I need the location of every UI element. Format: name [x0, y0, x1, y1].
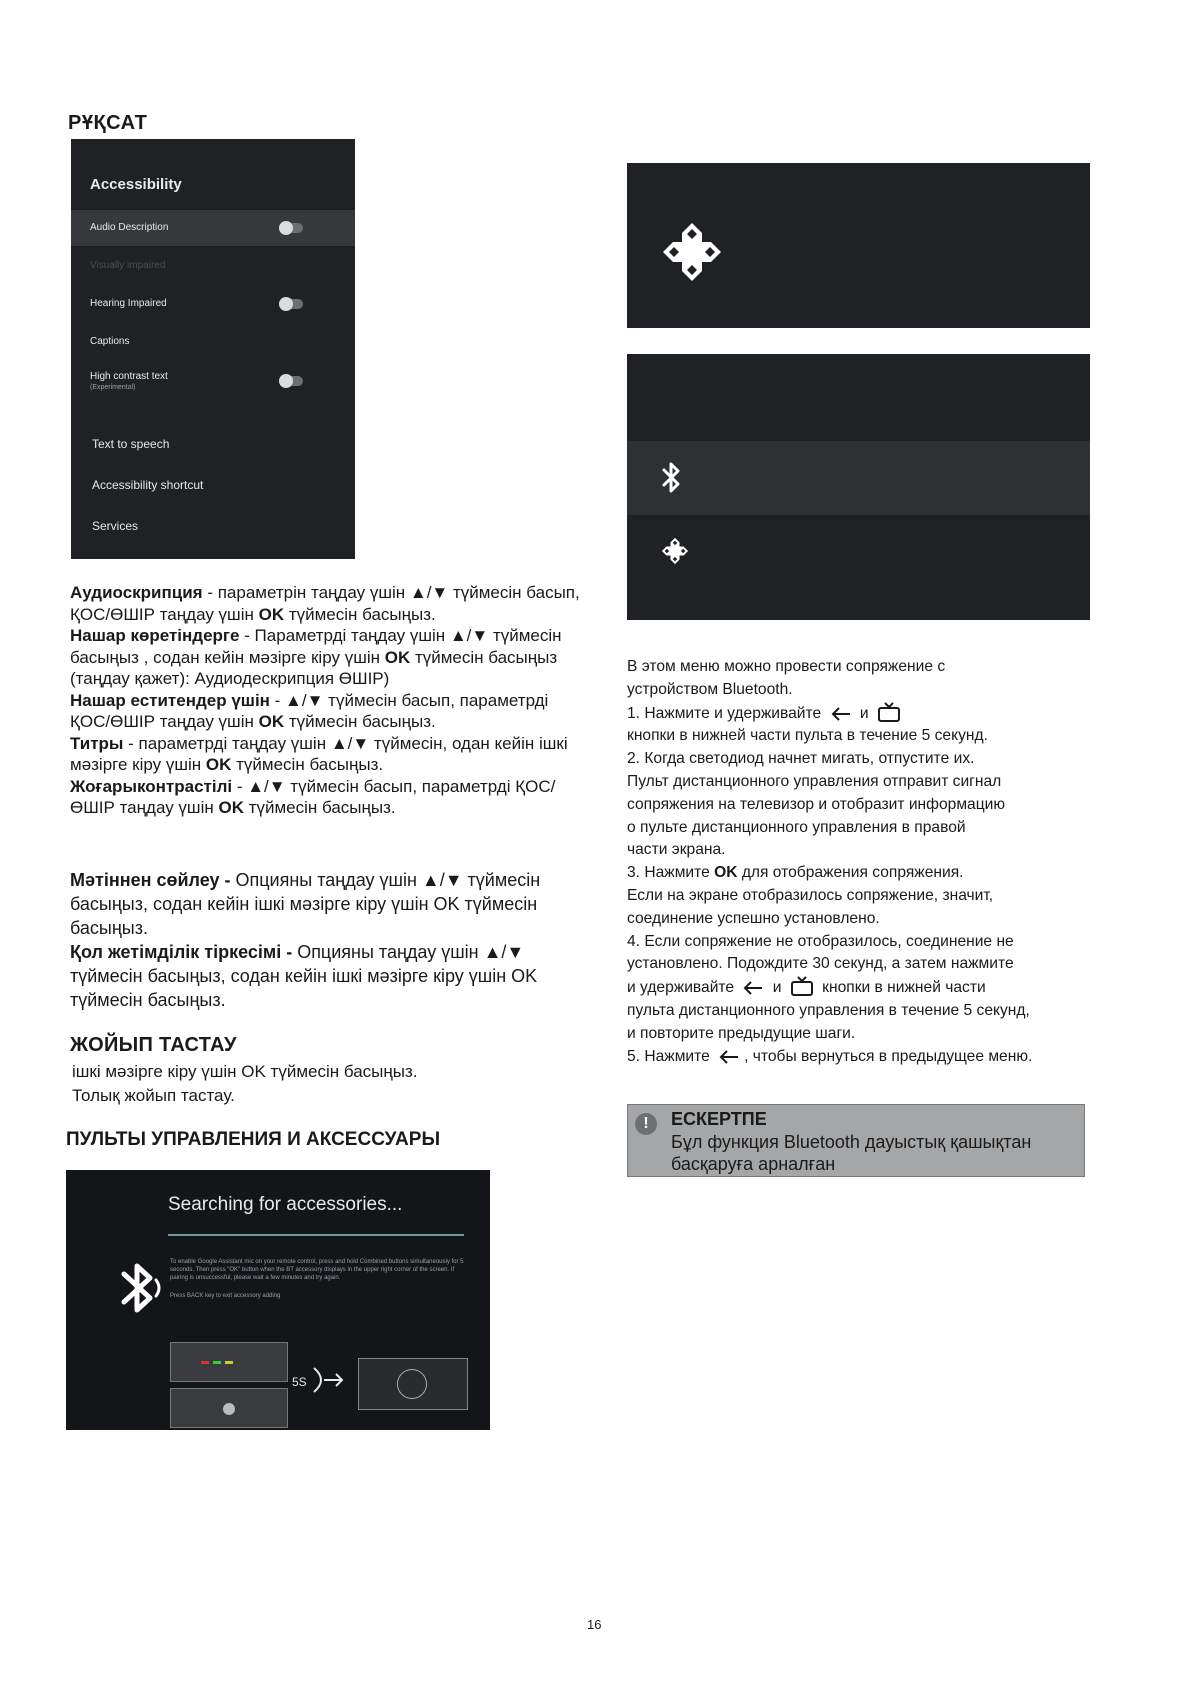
remote-illustration-1	[170, 1342, 288, 1382]
menu-item-high-contrast	[71, 371, 355, 407]
toggle-switch	[279, 223, 303, 233]
menu-item-label: Accessibility shortcut	[92, 478, 204, 492]
text-line: 2. Когда светодиод начнет мигать, отпустите их.	[627, 750, 975, 768]
menu-item-label: Captions	[90, 336, 130, 347]
toggle-switch	[279, 299, 303, 309]
text-line: и удерживайте и кнопки в нижней части	[627, 976, 1107, 1000]
text-line: 5. Нажмите , чтобы вернуться в предыдущее меню.	[627, 1047, 1033, 1065]
remote-illustration-2	[170, 1388, 288, 1428]
arrow-right-icon	[310, 1362, 346, 1398]
search-title: Searching for accessories...	[168, 1194, 403, 1215]
note-title: ЕСКЕРТПЕ	[671, 1109, 767, 1129]
desc-audio: Аудиоскрипция - параметрін таңдау үшін ▲/▼ түймесін басып, ҚОС/ӨШІР таңдау үшін OK түймесін басыңыз.	[70, 583, 580, 624]
delete-title: ЖОЙЫП ТАСТАУ	[70, 1034, 237, 1056]
bluetooth-icon	[116, 1258, 166, 1318]
desc-visual: Нашар көретіндерге - Параметрді таңдау үшін ▲/▼ түймесін басыңыз , содан кейін мәзірге кіру үшін OK түймесін басыңыз (таңдау қажет): Аудиодескрипция ӨШІР)	[70, 626, 562, 688]
yellow-button-icon	[225, 1361, 233, 1364]
text-line: 3. Нажмите OK для отображения сопряжения.	[627, 864, 964, 882]
text-line: 4. Если сопряжение не отобразилось, соединение не	[627, 932, 1014, 950]
gamepad-icon	[661, 221, 723, 283]
accessibility-title: Accessibility	[90, 176, 182, 193]
text-line: пульта дистанционного управления в течение 5 секунд,	[627, 1001, 1030, 1019]
tv-icon	[790, 976, 814, 996]
exclamation-icon: !	[635, 1113, 657, 1135]
tv-icon	[877, 702, 901, 722]
text-line: части экрана.	[627, 841, 726, 859]
text-line: 1. Нажмите и удерживайте и	[627, 702, 1107, 726]
menu-item-text-to-speech	[71, 426, 355, 462]
delete-line-1: ішкі мәзірге кіру үшін OK түймесін басыңыз.	[72, 1062, 418, 1081]
back-arrow-icon	[830, 706, 852, 722]
gamepad-icon	[661, 537, 689, 565]
menu-item-label: Hearing Impaired	[90, 298, 167, 309]
text-line: В этом меню можно провести сопряжение с	[627, 658, 946, 675]
back-hint: Press BACK key to exit accessory adding	[170, 1293, 281, 1299]
desc-hearing: Нашар еститендер үшін - ▲/▼ түймесін басып, параметрді ҚОС/ӨШІР таңдау үшін OK түймесін басыңыз.	[70, 690, 549, 731]
text-line: соединение успешно установлено.	[627, 909, 880, 927]
desc-high-contrast: Жоғарыконтрастілі - ▲/▼ түймесін басып, параметрді ҚОС/ӨШІР таңдау үшін OK түймесін басыңыз.	[70, 776, 556, 817]
timer-label: 5S	[292, 1375, 307, 1389]
text-line: Если на экране отобразилось сопряжение, значит,	[627, 886, 994, 904]
menu-item-visually-impaired	[71, 248, 355, 284]
progress-line	[168, 1234, 464, 1236]
text-line: кнопки в нижней части пульта в течение 5 секунд.	[627, 727, 988, 745]
accessibility-descriptions-2	[70, 868, 590, 1012]
text-line: сопряжения на телевизор и отобразит информацию	[627, 795, 1006, 813]
note-box	[627, 1104, 1085, 1177]
gamepad-panel	[627, 163, 1090, 328]
menu-item-label: Visually impaired	[90, 260, 166, 271]
menu-item-services	[71, 508, 355, 544]
tv-pairing-illustration	[358, 1358, 468, 1410]
red-button-icon	[201, 1361, 209, 1364]
menu-item-audio-description	[71, 210, 355, 246]
remote-dpad-icon	[397, 1369, 427, 1399]
text-line: о пульте дистанционного управления в правой	[627, 818, 966, 836]
note-text: Бұл функция Bluetooth дауыстық қашықтан басқаруға арналған	[671, 1132, 1032, 1174]
menu-item-accessibility-shortcut	[71, 467, 355, 503]
menu-item-label: Services	[92, 519, 139, 533]
menu-item-label: Text to speech	[92, 437, 170, 451]
text-line: и повторите предыдущие шаги.	[627, 1024, 856, 1042]
text-line: установлено. Подождите 30 секунд, а затем нажмите	[627, 955, 1014, 973]
back-arrow-icon	[742, 980, 764, 996]
text-line: устройством Bluetooth.	[627, 680, 793, 698]
accessibility-screenshot	[71, 139, 355, 559]
instructions-text: To enable Google Assistant mic on your remote control, press and hold Combined buttons simultaneously for 5 seconds. Then press "OK" button when the BT accessory displays in the upper right corner of the screen. If pairing is unsuccessful, please wait a few minutes and try again.	[170, 1259, 464, 1281]
page-number: 16	[587, 1617, 602, 1632]
toggle-switch	[279, 376, 303, 386]
text-line: Пульт дистанционного управления отправит сигнал	[627, 772, 1002, 790]
search-instructions	[170, 1258, 470, 1300]
search-accessories-screenshot	[66, 1170, 490, 1430]
delete-line-2: Толық жойып тастау.	[72, 1086, 235, 1105]
desc-captions: Титры - параметрді таңдау үшін ▲/▼ түймесін, одан кейін ішкі мәзірге кіру үшін OK түймесін басыңыз.	[70, 733, 568, 774]
menu-item-captions	[71, 324, 355, 360]
pairing-instructions	[627, 656, 1107, 1068]
menu-item-sublabel: (Experimental)	[90, 384, 136, 391]
back-arrow-icon	[718, 1049, 740, 1065]
bluetooth-row	[627, 441, 1090, 515]
menu-item-hearing-impaired	[71, 286, 355, 322]
green-button-icon	[213, 1361, 221, 1364]
desc-shortcut: Қол жетімділік тіркесімі - Опцияны таңдау үшін ▲/▼ түймесін басыңыз, содан кейін ішкі мәзірге кіру үшін OK түймесін басыңыз.	[70, 942, 538, 1010]
accessibility-descriptions	[70, 582, 590, 819]
desc-text-to-speech: Мәтіннен сөйлеу - Опцияны таңдау үшін ▲/▼ түймесін басыңыз, содан кейін ішкі мәзірге кіру үшін OK түймесін басыңыз.	[70, 870, 541, 938]
menu-item-label: High contrast text	[90, 371, 168, 382]
delete-text	[72, 1060, 418, 1108]
section-title: РҰҚСАТ	[68, 112, 148, 134]
menu-item-label: Audio Description	[90, 222, 169, 233]
home-button-icon	[223, 1403, 235, 1415]
remotes-title: ПУЛЬТЫ УПРАВЛЕНИЯ И АКСЕССУАРЫ	[66, 1129, 441, 1150]
bluetooth-icon	[661, 460, 683, 496]
devices-panel	[627, 354, 1090, 620]
